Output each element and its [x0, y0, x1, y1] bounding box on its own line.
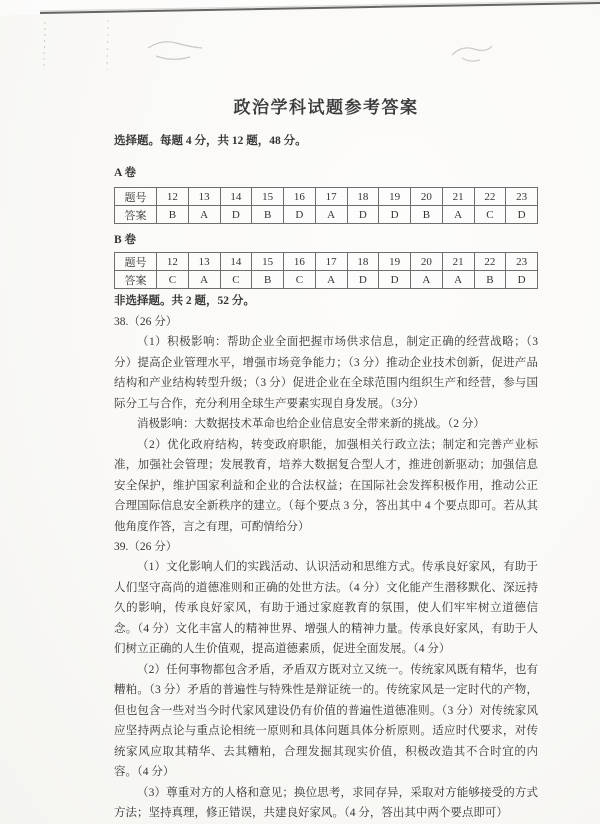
row-header-number: 题号	[115, 253, 157, 271]
page-title: 政治学科试题参考答案	[233, 98, 419, 117]
table-cell: C	[157, 271, 189, 289]
table-cell: D	[379, 271, 411, 289]
answer-table-a	[114, 187, 538, 224]
table-cell: 13	[188, 188, 220, 206]
table-cell: 14	[220, 253, 252, 271]
table-cell: D	[379, 206, 411, 224]
answer-paragraph: 消极影响：大数据技术革命也给企业信息安全带来新的挑战。（2 分）	[137, 418, 485, 430]
question-number-row	[115, 253, 538, 271]
table-cell: B	[411, 206, 443, 224]
table-cell: 18	[347, 188, 379, 206]
table-cell: 22	[474, 253, 506, 271]
question-38-block	[114, 312, 538, 537]
table-cell: 12	[157, 253, 189, 271]
choice-section-header: 选择题。每题 4 分，共 12 题，48 分。	[114, 135, 307, 147]
table-cell: A	[442, 206, 474, 224]
table-cell: D	[284, 206, 316, 224]
question-38-heading: 38.（26 分）	[114, 316, 178, 328]
table-cell: 18	[347, 253, 379, 271]
answer-paragraph: （2）任何事物都包含矛盾，矛盾双方既对立又统一。传统家风既有精华，也有糟粕。（3 分）矛盾的普遍性与特殊性是辩证统一的。传统家风是一定时代的产物，但也包含一些对当今时代家风建设仍有价值的普遍性道德准则。（3 分）对传统家风应坚持两点论与重点论相统一原则和具体问题具体分析原则。适应时代要求，对传统家风应取其精华、去其糟粕，合理发掘其现实价值，积极改造其不合时宜的内容。（4 分）	[114, 663, 538, 778]
question-39-answers	[114, 557, 538, 824]
answer-paragraph: （3）尊重对方的人格和意见；换位思考，求同存异，采取对方能够接受的方式方法；坚持真理，修正错误，共建良好家风。（4 分，答出其中两个要点即可）	[114, 786, 538, 819]
paper-a-label: A 卷	[114, 167, 137, 179]
table-cell: D	[220, 206, 252, 224]
table-cell: 23	[506, 253, 538, 271]
question-number-row	[115, 188, 538, 206]
table-cell: B	[252, 206, 284, 224]
table-cell: 22	[474, 188, 506, 206]
table-cell: D	[506, 206, 538, 224]
table-cell: D	[506, 271, 538, 289]
table-cell: A	[442, 271, 474, 289]
table-cell: 14	[220, 188, 252, 206]
table-cell: 21	[442, 188, 474, 206]
table-cell: 19	[379, 188, 411, 206]
table-cell: A	[188, 206, 220, 224]
table-cell: 17	[315, 188, 347, 206]
table-cell: 16	[284, 253, 316, 271]
row-header-answer: 答案	[115, 271, 157, 289]
answer-row	[115, 206, 538, 224]
answer-row	[115, 271, 538, 289]
answer-paragraph: （1）文化影响人们的实践活动、认识活动和思维方式。传承良好家风，有助于人们坚守高尚的道德准则和正确的处世方法。（4 分）文化能产生潜移默化、深远持久的影响，传承良好家风，有助于通过家庭教育的氛围，使人们牢牢树立道德信念。（4 分）文化丰富人的精神世界、增强人的精神力量。传承良好家风，有助于人们树立正确的人生价值观，提高道德素质，促进全面发展。（4 分）	[114, 561, 538, 655]
question-39-block	[114, 537, 538, 824]
table-cell: C	[474, 206, 506, 224]
table-cell: 15	[252, 188, 284, 206]
table-cell: A	[188, 271, 220, 289]
table-cell: D	[347, 271, 379, 289]
table-cell: 17	[315, 253, 347, 271]
table-cell: C	[220, 271, 252, 289]
question-39-heading: 39.（26 分）	[114, 541, 178, 553]
page-content	[114, 0, 538, 824]
table-cell: B	[252, 271, 284, 289]
row-header-number: 题号	[115, 188, 157, 206]
answer-paragraph: （1）积极影响：帮助企业全面把握市场供求信息，制定正确的经营战略；（3 分）提高企业管理水平，增强市场竞争能力；（3 分）推动企业技术创新，促进产品结构和产业结构转型升级；（3 分）促进企业在全球范围内组织生产和经营，参与国际分工与合作，充分利用全球生产要素实现自身发展。（3分）	[114, 336, 538, 410]
table-cell: 21	[442, 253, 474, 271]
non-choice-section-header: 非选择题。共 2 题，52 分。	[114, 295, 255, 307]
table-cell: 16	[284, 188, 316, 206]
pencil-mark-left	[44, 22, 45, 66]
row-header-answer: 答案	[115, 206, 157, 224]
table-cell: B	[474, 271, 506, 289]
table-cell: 15	[252, 253, 284, 271]
table-cell: 20	[411, 188, 443, 206]
table-cell: A	[315, 271, 347, 289]
answer-paragraph: （2）优化政府结构，转变政府职能，加强相关行政立法；制定和完善产业标准，加强社会管理；发展教育，培养大数据复合型人才，推进创新驱动；加强信息安全保护，维护国家利益和企业的合法权益；在国际社会发挥积极作用，推动公正合理国际信息安全新秩序的建立。（每个要点 3 分，答出其中 4 个要点即可。若从其他角度作答，言之有理，可酌情给分）	[114, 438, 538, 533]
table-cell: 20	[411, 253, 443, 271]
table-cell: A	[411, 271, 443, 289]
paper-b-label: B 卷	[114, 234, 137, 246]
pencil-mark-left2	[107, 20, 108, 70]
table-cell: 12	[157, 188, 189, 206]
table-cell: 19	[379, 253, 411, 271]
table-cell: A	[315, 206, 347, 224]
table-cell: B	[157, 206, 189, 224]
table-cell: D	[347, 206, 379, 224]
table-cell: 13	[188, 253, 220, 271]
table-cell: 23	[506, 188, 538, 206]
answer-table-b	[114, 252, 538, 289]
question-38-answers	[114, 332, 538, 537]
table-cell: C	[284, 271, 316, 289]
